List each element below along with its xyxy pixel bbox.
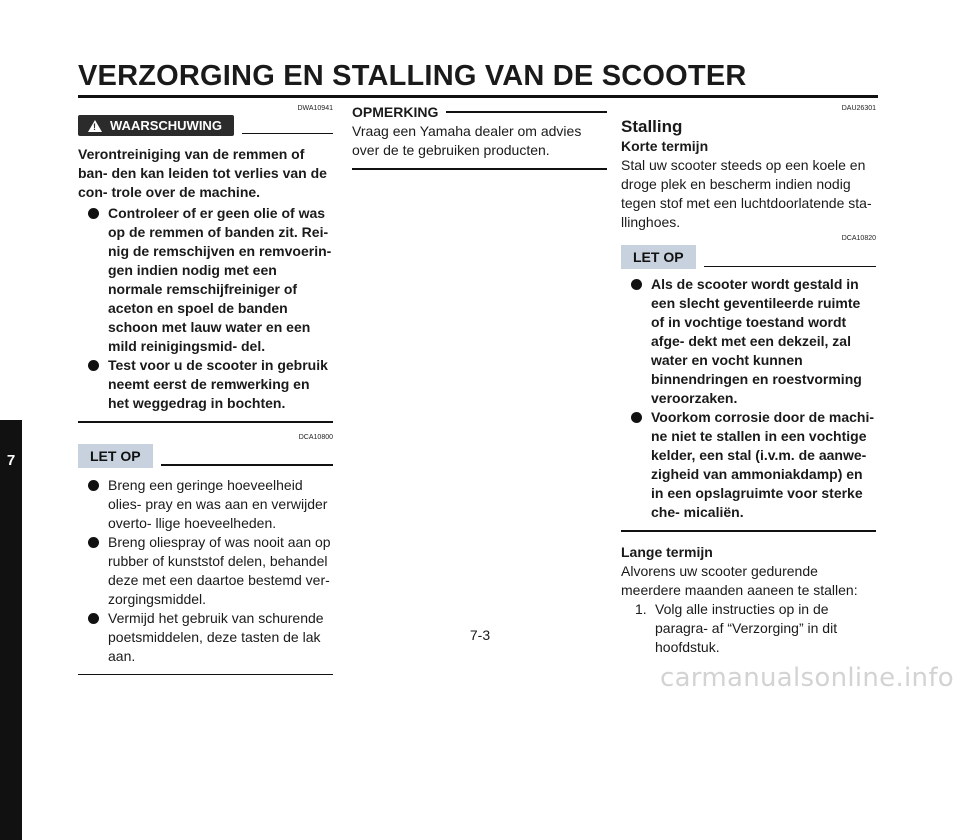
page-number: 7-3 bbox=[469, 627, 491, 643]
watermark: carmanualsonline.info bbox=[659, 663, 954, 693]
column-middle bbox=[352, 104, 607, 170]
warning-list bbox=[78, 204, 333, 413]
notice-badge: LET OP bbox=[78, 444, 153, 468]
list-item: Test voor u de scooter in gebruik neemt eerst de remwerking en het weggedrag in bochten. bbox=[78, 356, 333, 413]
bullet-icon bbox=[88, 480, 99, 491]
note-end-rule bbox=[352, 168, 607, 170]
warning-label: WAARSCHUWING bbox=[110, 118, 222, 133]
list-item: Breng oliespray of was nooit aan op rubber of kunststof delen, behandel deze met een daartoe bestemd ver- zorgingsmiddel. bbox=[78, 533, 333, 609]
bullet-icon bbox=[88, 360, 99, 371]
warning-rule bbox=[242, 133, 333, 135]
notice-header bbox=[78, 444, 333, 468]
warning-code: DWA10941 bbox=[297, 105, 333, 112]
bullet-icon bbox=[631, 412, 642, 423]
note-header bbox=[352, 104, 607, 120]
list-item: Breng een geringe hoeveelheid olies- pray en was aan en verwijder overto- llige hoeveelheden. bbox=[78, 476, 333, 533]
notice-rule bbox=[161, 464, 333, 466]
warning-badge bbox=[78, 115, 234, 136]
list-item: Vermijd het gebruik van schurende poetsmiddelen, deze tasten de lak aan. bbox=[78, 609, 333, 666]
warning-triangle-icon bbox=[88, 120, 102, 132]
warning-header bbox=[78, 115, 333, 136]
notice-badge: LET OP bbox=[621, 245, 696, 269]
bullet-icon bbox=[631, 279, 642, 290]
list-item: Voorkom corrosie door de machi- ne niet te stallen in een vochtige kelder, een stal (i.v.m. de aanwe- zigheid van ammoniakdamp) en in een opslagruimte voor sterke che- micaliën. bbox=[621, 408, 876, 522]
title-rule bbox=[78, 95, 878, 98]
section-heading: Stalling bbox=[621, 117, 683, 136]
notice-end-rule bbox=[78, 674, 333, 676]
notice-header bbox=[621, 245, 876, 269]
list-item: Controleer of er geen olie of was op de remmen of banden zit. Rei- nig de remschijven en remvoerin- gen indien nodig met een normale remschijfreiniger of aceton en spoel de banden schoon met lauw water en een mild reinigingsmid- del. bbox=[78, 204, 333, 356]
notice-end-rule bbox=[621, 530, 876, 532]
note-text: Vraag een Yamaha dealer om advies over de te gebruiken producten. bbox=[352, 123, 582, 158]
long-term-text: Alvorens uw scooter gedurende meerdere maanden aaneen te stallen: bbox=[621, 562, 858, 598]
chapter-tab-number: 7 bbox=[6, 452, 16, 469]
bullet-icon bbox=[88, 208, 99, 219]
column-left bbox=[78, 104, 333, 675]
long-term-heading: Lange termijn bbox=[621, 543, 713, 560]
section-code: DAU26301 bbox=[841, 105, 876, 112]
bullet-icon bbox=[88, 537, 99, 548]
list-item: Als de scooter wordt gestald in een slecht geventileerde ruimte of in vochtige toestand wordt afge- dekt met een dekzeil, zal water en vocht kunnen binnendringen en roestvorming veroorzaken. bbox=[621, 275, 876, 408]
warning-end-rule bbox=[78, 421, 333, 423]
short-term-heading: Korte termijn bbox=[621, 138, 709, 154]
step-number: 1. bbox=[635, 600, 647, 617]
warning-intro: Verontreiniging van de remmen of ban- den kan leiden tot verlies van de con- trole over de machine. bbox=[78, 146, 327, 200]
note-rule bbox=[446, 111, 607, 113]
step-text: Volg alle instructies op in de paragra- af “Verzorging” in dit hoofdstuk. bbox=[655, 600, 838, 655]
short-term-text: Stal uw scooter steeds op een koele en droge plek en bescherm indien nodig tegen stof met een luchtdoorlatende sta- llinghoes. bbox=[621, 157, 872, 230]
page-title: VERZORGING EN STALLING VAN DE SCOOTER bbox=[78, 60, 747, 92]
notice-list bbox=[621, 275, 876, 522]
notice-code: DCA10800 bbox=[298, 433, 333, 441]
notice-code: DCA10820 bbox=[841, 235, 876, 242]
notice-rule bbox=[704, 266, 876, 268]
column-right bbox=[621, 104, 876, 657]
bullet-icon bbox=[88, 613, 99, 624]
note-label: OPMERKING bbox=[352, 104, 439, 120]
